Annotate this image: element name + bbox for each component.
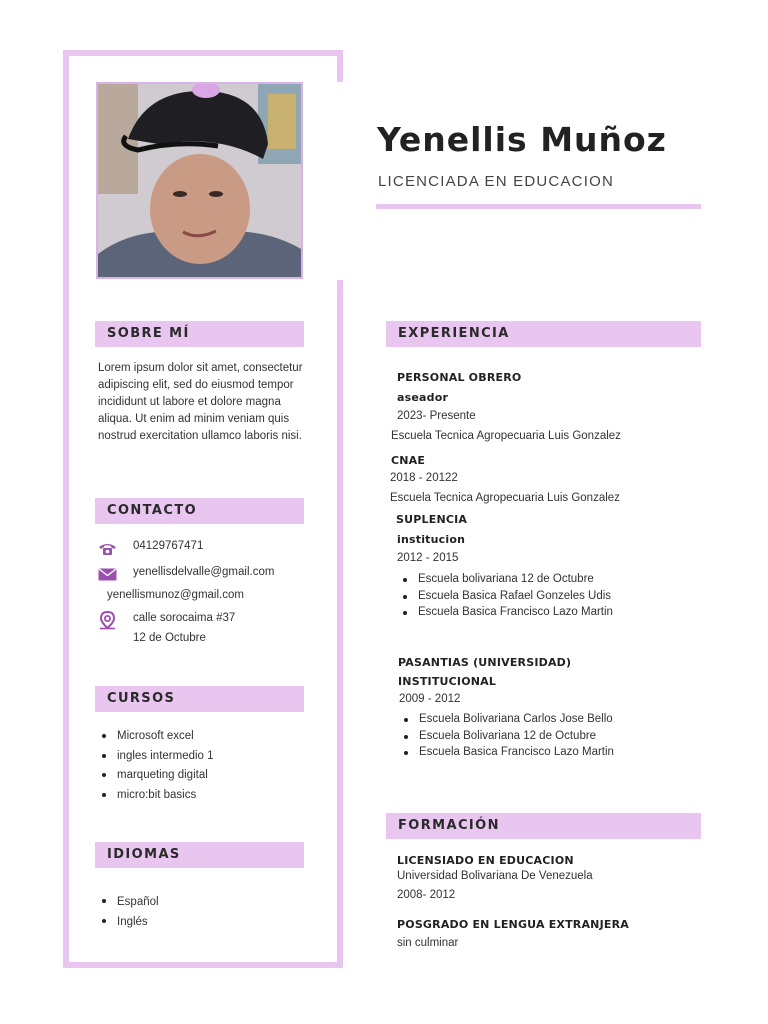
mail-icon	[98, 568, 117, 581]
exp1-subrole: aseador	[397, 391, 449, 404]
list-item: Escuela Basica Francisco Lazo Martin	[400, 604, 613, 621]
about-text: Lorem ipsum dolor sit amet, consectetur adipiscing elit, sed do eiusmod tempor incididunt ut labore et dolore magna aliqua. Ut enim ad minim veniam quis nostrud exercitation ullamco laboris nisi.	[98, 362, 303, 442]
languages-list	[99, 892, 159, 932]
edu1-dates: 2008- 2012	[397, 889, 456, 901]
list-item: Escuela Bolivariana 12 de Octubre	[401, 728, 614, 745]
exp3-subrole: institucion	[397, 533, 466, 546]
list-item: Escuela Basica Francisco Lazo Martin	[401, 744, 614, 761]
location-pin-icon	[99, 611, 116, 630]
section-about-heading: SOBRE MÍ	[95, 321, 304, 347]
section-experience-heading: EXPERIENCIA	[386, 321, 701, 347]
list-item: Escuela Bolivariana Carlos Jose Bello	[401, 711, 614, 728]
list-item: micro:bit basics	[99, 786, 214, 806]
section-education-heading: FORMACIÓN	[386, 813, 701, 839]
edu2-status: sin culminar	[397, 937, 459, 949]
contact-address-line1: calle sorocaima #37	[133, 612, 236, 624]
exp2-dates: 2018 - 20122	[390, 472, 458, 484]
contact-email-primary[interactable]: yenellisdelvalle@gmail.com	[133, 566, 275, 578]
profile-photo	[96, 82, 303, 279]
section-languages-heading: IDIOMAS	[95, 842, 304, 868]
phone-icon	[98, 542, 117, 556]
title-divider	[376, 204, 701, 209]
exp4-places-list	[401, 711, 614, 761]
list-item: Inglés	[99, 912, 159, 932]
courses-list	[99, 727, 214, 805]
job-title: LICENCIADA EN EDUCACION	[378, 173, 614, 190]
exp3-places-list	[400, 571, 613, 621]
exp2-place: Escuela Tecnica Agropecuaria Luis Gonzalez	[390, 492, 620, 504]
section-contact-heading: CONTACTO	[95, 498, 304, 524]
exp3-role: SUPLENCIA	[396, 513, 468, 526]
edu1-school: Universidad Bolivariana De Venezuela	[397, 870, 593, 882]
list-item: ingles intermedio 1	[99, 747, 214, 767]
profile-photo-illustration	[98, 84, 301, 277]
exp4-subrole: INSTITUCIONAL	[398, 675, 497, 688]
list-item: Español	[99, 892, 159, 912]
full-name: Yenellis Muñoz	[377, 120, 667, 159]
exp2-role: CNAE	[391, 454, 426, 467]
exp1-place: Escuela Tecnica Agropecuaria Luis Gonzalez	[391, 430, 621, 442]
list-item: Microsoft excel	[99, 727, 214, 747]
edu2-title: POSGRADO EN LENGUA EXTRANJERA	[397, 918, 629, 931]
frame-gap	[336, 82, 346, 280]
exp4-role: PASANTIAS (UNIVERSIDAD)	[398, 656, 572, 669]
exp1-role: PERSONAL OBRERO	[397, 371, 522, 384]
contact-email-secondary[interactable]: yenellismunoz@gmail.com	[107, 589, 244, 601]
contact-phone[interactable]: 04129767471	[133, 540, 204, 552]
section-courses-heading: CURSOS	[95, 686, 304, 712]
list-item: marqueting digital	[99, 766, 214, 786]
list-item: Escuela Basica Rafael Gonzeles Udis	[400, 588, 613, 605]
exp4-dates: 2009 - 2012	[399, 693, 461, 705]
edu1-title: LICENSIADO EN EDUCACION	[397, 854, 574, 867]
exp3-dates: 2012 - 2015	[397, 552, 459, 564]
list-item: Escuela bolivariana 12 de Octubre	[400, 571, 613, 588]
contact-address-line2: 12 de Octubre	[133, 632, 206, 644]
exp1-dates: 2023- Presente	[397, 410, 476, 422]
